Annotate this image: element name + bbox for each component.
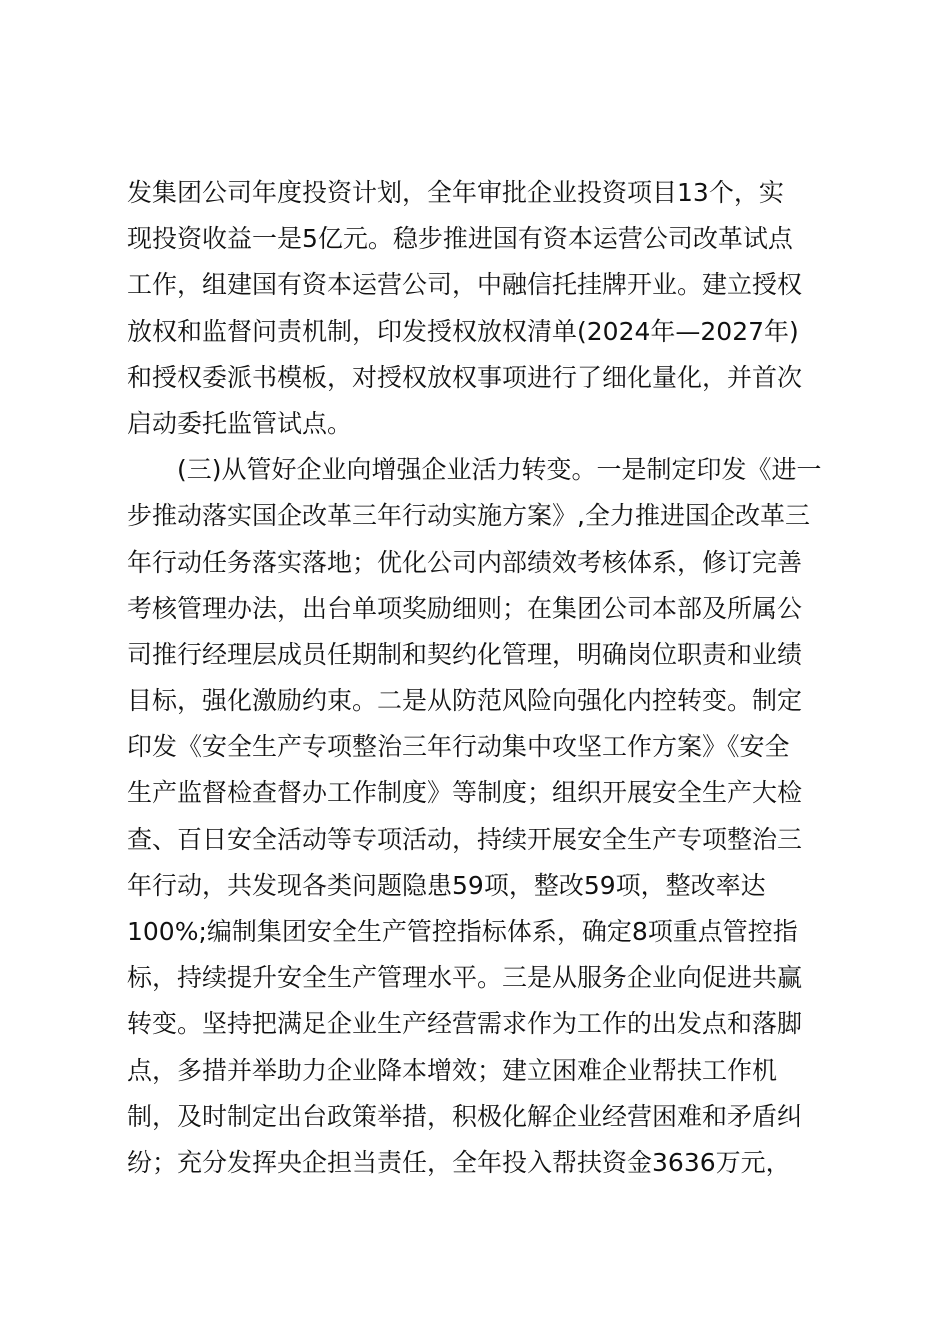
text-line: 发集团公司年度投资计划，全年审批企业投资项目13个，实	[127, 178, 784, 207]
text-line: 目标，强化激励约束。二是从防范风险向强化内控转变。制定	[127, 686, 803, 716]
body-text	[127, 170, 827, 1186]
text-line: 年行动任务落实落地；优化公司内部绩效考核体系，修订完善	[127, 547, 803, 577]
text-line: 制，及时制定出台政策举措，积极化解企业经营困难和矛盾纠	[127, 1101, 803, 1131]
text-line: 年行动，共发现各类问题隐患59项，整改59项，整改率达	[127, 870, 766, 900]
text-line: 放权和监督问责机制，印发授权放权清单(2024年—2027年)	[127, 316, 799, 346]
text-line: 查、百日安全活动等专项活动，持续开展安全生产专项整治三	[127, 824, 803, 854]
text-line: 标，持续提升安全生产管理水平。三是从服务企业向促进共赢	[127, 963, 803, 993]
text-line: 点，多措并举助力企业降本增效；建立困难企业帮扶工作机	[127, 1055, 778, 1085]
text-line: 100%;编制集团安全生产管控指标体系，确定8项重点管控指	[127, 917, 798, 946]
text-line: 转变。坚持把满足企业生产经营需求作为工作的出发点和落脚	[127, 1009, 803, 1039]
text-line: 工作，组建国有资本运营公司，中融信托挂牌开业。建立授权	[127, 270, 803, 300]
text-line: 现投资收益一是5亿元。稳步推进国有资本运营公司改革试点	[127, 224, 793, 254]
text-line: 考核管理办法，出台单项奖励细则；在集团公司本部及所属公	[127, 593, 803, 623]
text-line: 和授权委派书模板，对授权放权事项进行了细化量化，并首次	[127, 362, 803, 392]
section-heading-line: (三)从管好企业向增强企业活力转变。一是制定印发《进一	[177, 455, 822, 485]
text-line: 步推动落实国企改革三年行动实施方案》,全力推进国企改革三	[127, 501, 810, 531]
text-line: 纷；充分发挥央企担当责任，全年投入帮扶资金3636万元，	[127, 1147, 791, 1177]
text-line: 印发《安全生产专项整治三年行动集中攻坚工作方案》《安全	[127, 732, 790, 762]
text-line: 启动委托监管试点。	[127, 408, 353, 438]
text-line: 生产监督检查督办工作制度》等制度；组织开展安全生产大检	[127, 778, 803, 808]
text-line: 司推行经理层成员任期制和契约化管理，明确岗位职责和业绩	[127, 639, 803, 669]
